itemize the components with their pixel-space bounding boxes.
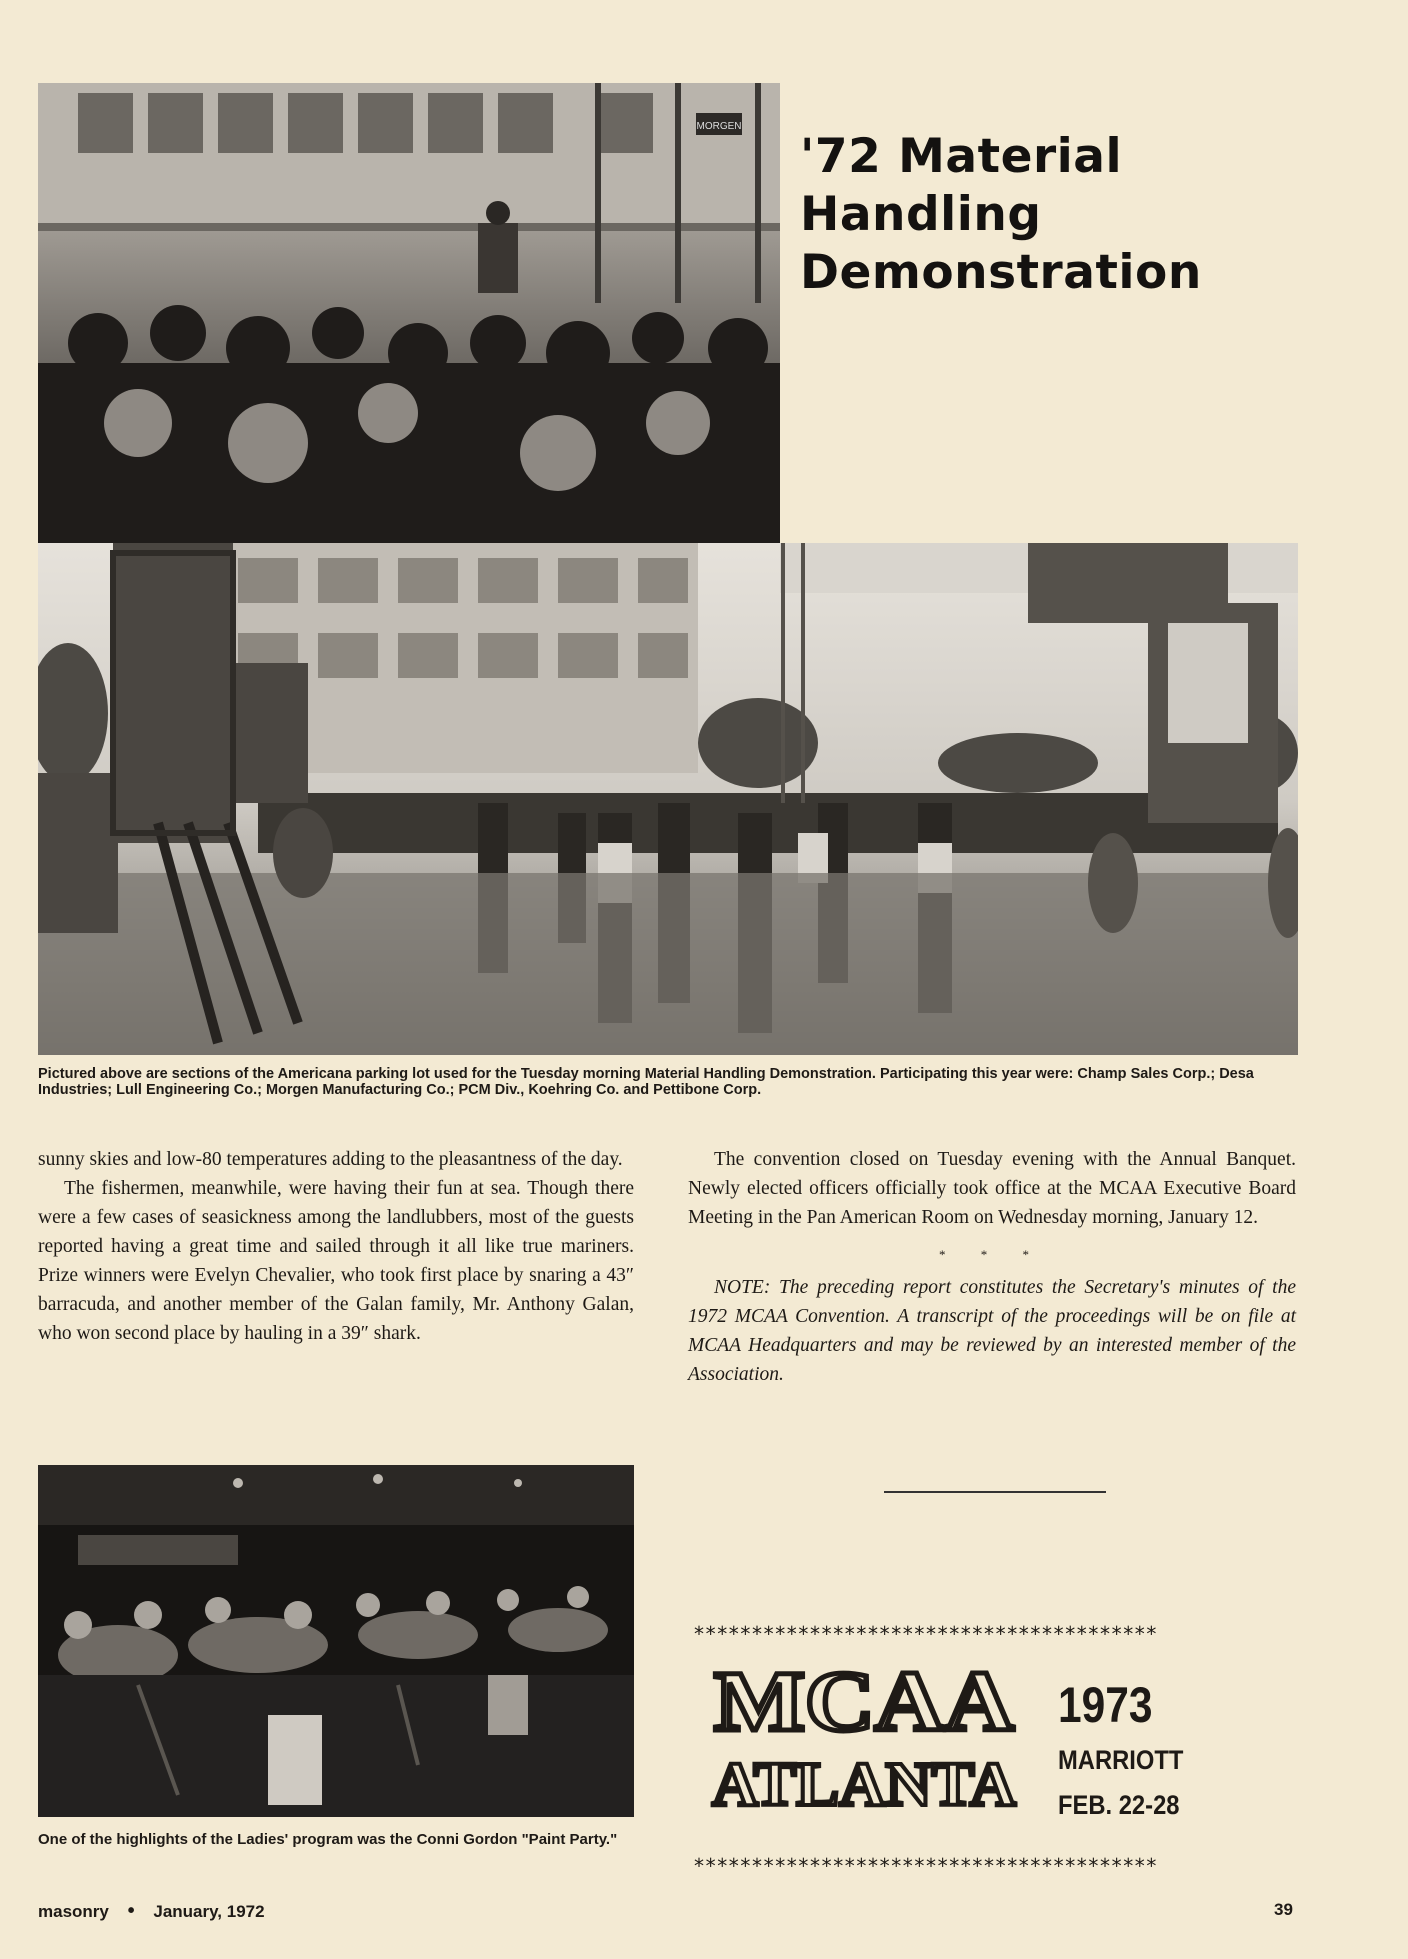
demonstration-photo [38,543,1298,1055]
title-line-1: '72 Material [800,129,1123,184]
logo-atlanta-text: ATLANTA [712,1751,1017,1810]
crowd-photo [38,83,780,543]
title-line-2: Handling [800,187,1042,242]
page-number: 39 [1274,1900,1293,1919]
secretary-note: NOTE: The preceding report constitutes the Secretary's minutes of the 1972 MCAA Convention. A transcript of the proceedings will be on file at MCAA Headquarters and may be reviewed by an interested member of the Association. [688,1277,1296,1385]
title-line-3: Demonstration [800,245,1202,300]
logo-mcaa-text: MCAA [714,1660,1014,1749]
ad-year: 1973 [1058,1677,1153,1733]
mcaa-atlanta-logo [704,1660,1024,1810]
ad-dates: FEB. 22-28 [1058,1790,1180,1820]
section-separator: * * * [939,1247,1045,1262]
crowd-photo-sign: MORGEN [696,121,742,132]
column-end-rule [884,1491,1106,1493]
ad-bottom-border: **************************************** [694,1854,1158,1878]
demonstration-caption: Pictured above are sections of the Americana parking lot used for the Tuesday morning Material Handling Demonstration. Participating this year were: Champ Sales Corp.; Desa Industries; Lull Engineering Co.; Morgen Manufacturing Co.; PCM Div., Koehring Co. and Pettibone Corp. [38,1066,1254,1098]
right-column [688,1145,1296,1389]
paint-party-photo [38,1465,634,1817]
left-column [38,1145,634,1348]
right-paragraph-1: The convention closed on Tuesday evening with the Annual Banquet. Newly elected officers officially took office at the MCAA Executive Board Meeting in the Pan American Room on Wednesday morning, January 12. [688,1149,1296,1228]
footer-publication: masonry [38,1902,109,1921]
left-paragraph-2: The fishermen, meanwhile, were having their fun at sea. Though there were a few cases of seasickness among the landlubbers, most of the guests reported having a great time and sailed through it all like true mariners. Prize winners were Evelyn Chevalier, who took first place by snaring a 43″ barracuda, and another member of the Galan family, Mr. Anthony Galan, who won second place by hauling in a 39″ shark. [38,1178,634,1344]
article-title [800,128,1320,302]
footer [38,1900,265,1923]
ad-venue: MARRIOTT [1058,1745,1184,1775]
footer-bullet: • [127,1900,135,1922]
paint-party-caption: One of the highlights of the Ladies' program was the Conni Gordon "Paint Party." [38,1831,618,1848]
footer-date: January, 1972 [153,1902,265,1921]
ad-top-border: **************************************** [694,1622,1158,1646]
left-paragraph-1: sunny skies and low-80 temperatures adding to the pleasantness of the day. [38,1149,623,1170]
